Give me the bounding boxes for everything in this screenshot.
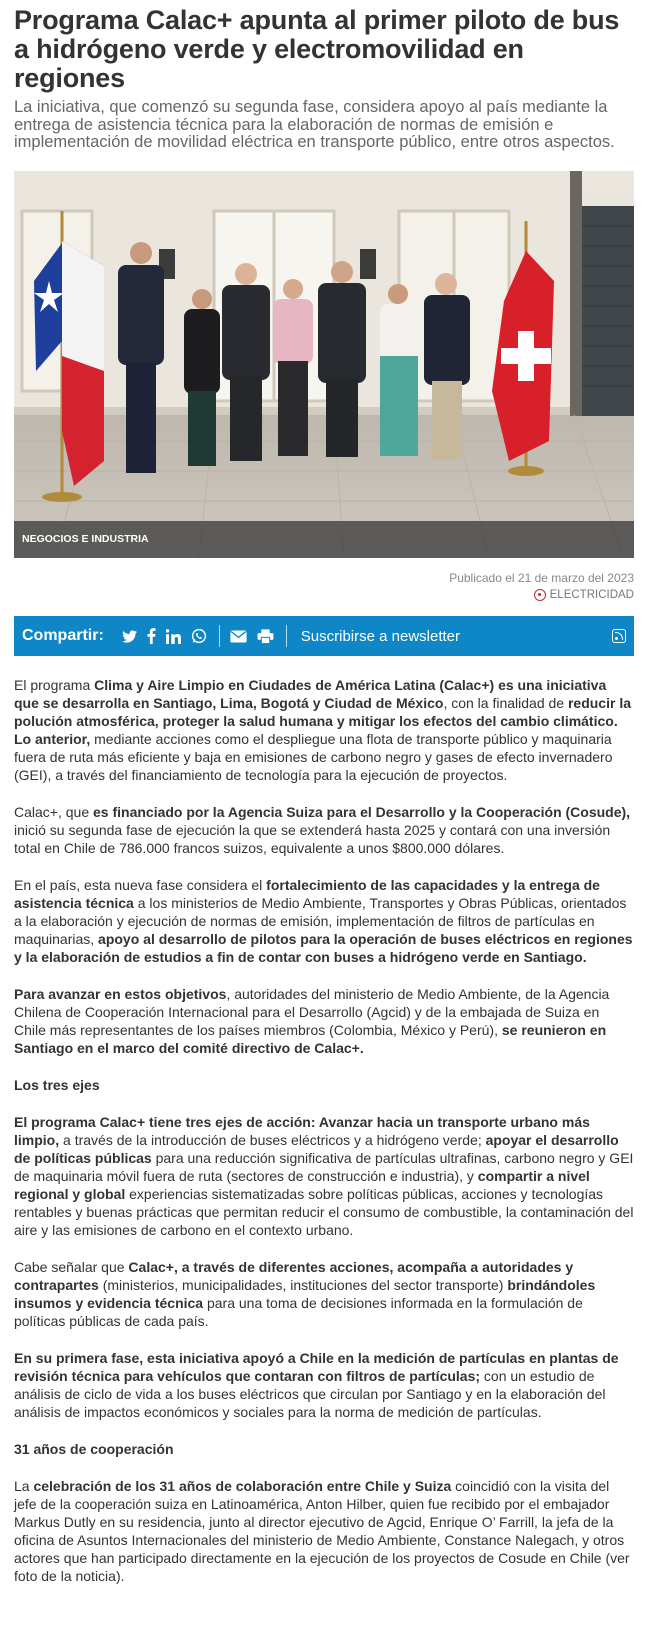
text-run: coincidió con la visita del jefe de la cooperación suiza en Latinoamérica, Anton Hilber, quien fue recibido por el embajador Markus Dutly en su residencia, junto al director ejecutivo de Agcid, Enrique O’ Farrill, la jefa de la oficina de Asuntos Internacionales del ministerio de Medio Ambiente, Constance Nalegach, y otros actores que han participado directamente en la ejecución de los proyectos de Cosude en Chile (ver foto de la noticia). <box>14 1478 630 1584</box>
article-photo[interactable] <box>14 171 634 558</box>
bold-text: Clima y Aire Limpio en Ciudades de América Latina (Calac+) es una iniciativa que se desarrolla en Santiago, Lima, Bogotá y Ciudad de México <box>14 677 607 711</box>
paragraph <box>14 1113 634 1239</box>
email-icon[interactable] <box>230 626 247 646</box>
section-heading: 31 años de cooperación <box>14 1441 174 1457</box>
paragraph <box>14 985 634 1057</box>
article-meta <box>14 570 634 607</box>
text-run: , con la finalidad de <box>443 695 568 711</box>
bold-text: compartir a nivel regional y global <box>14 1168 590 1202</box>
share-separator <box>219 625 220 647</box>
text-run: a los ministerios de Medio Ambiente, Transportes y Obras Públicas, orientados a la elaboración y ejecución de normas de emisión, implementación de filtros de partículas en maquinarias, <box>14 895 627 947</box>
share-bar <box>14 616 634 656</box>
twitter-icon[interactable] <box>122 626 137 646</box>
print-icon[interactable] <box>257 626 274 646</box>
text-run: Calac+, que <box>14 804 93 820</box>
section-heading: Los tres ejes <box>14 1077 100 1093</box>
text-run: El programa <box>14 677 95 693</box>
paragraph <box>14 1349 634 1421</box>
bold-text: reducir la polución atmosférica, proteger la salud humana y mitigar los efectos del cambio climático. Lo anterior, <box>14 695 631 747</box>
bold-text: Para avanzar en estos objetivos <box>14 986 227 1002</box>
paragraph <box>14 803 634 857</box>
bold-text: apoyo al desarrollo de pilotos para la operación de buses eléctricos en regiones y la elaboración de estudios a fin de contar con buses a hidrógeno verde en Santiago. <box>14 931 633 965</box>
text-run: experiencias sistematizadas sobre políticas públicas, acciones y tecnologías rentables y buenas prácticas que permitan reducir el consumo de combustible, la contaminación del aire y las emisiones de carbono en el contexto urbano. <box>14 1186 634 1238</box>
article <box>14 0 634 1585</box>
paragraph <box>14 1477 634 1585</box>
linkedin-icon[interactable] <box>166 626 181 646</box>
bold-text: se reunieron en Santiago en el marco del comité directivo de Calac+. <box>14 1022 607 1056</box>
bold-text: apoyar el desarrollo de políticas públicas <box>14 1132 619 1166</box>
text-run: a través de la introducción de buses eléctricos y a hidrógeno verde; <box>59 1132 486 1148</box>
bold-text: Calac+, a través de diferentes acciones, acompaña a autoridades y contrapartes <box>14 1259 574 1293</box>
bold-text: es financiado por la Agencia Suiza para el Desarrollo y la Cooperación (Cosude), <box>93 804 631 820</box>
publish-date: Publicado el 21 de marzo del 2023 <box>449 570 634 585</box>
article-body <box>14 676 634 1585</box>
rss-icon[interactable] <box>612 629 626 643</box>
text-run: (ministerios, municipalidades, instituciones del sector transporte) <box>98 1277 508 1293</box>
paragraph <box>14 876 634 966</box>
article-lead: La iniciativa, que comenzó su segunda fase, considera apoyo al país mediante la entrega de asistencia técnica para la elaboración de normas de emisión e implementación de movilidad eléctrica en transporte público, entre otros aspectos. <box>14 98 615 151</box>
text-run: La <box>14 1478 34 1494</box>
paragraph <box>14 1258 634 1330</box>
bold-text: celebración de los 31 años de colaboración entre Chile y Suiza <box>33 1478 452 1494</box>
text-run: con un estudio de análisis de ciclo de vida a los buses eléctricos que circulan por Santiago y en la elaboración del análisis de impactos económicos y sociales para la norma de medición de partículas. <box>14 1368 606 1420</box>
bold-text: En su primera fase, esta iniciativa apoyó a Chile en la medición de partículas en plantas de revisión técnica para vehículos que contaran con filtros de partículas; <box>14 1350 619 1384</box>
share-label: Compartir: <box>22 627 104 644</box>
bold-text: El programa Calac+ tiene tres ejes de acción: Avanzar hacia un transporte urbano más limpio, <box>14 1114 590 1148</box>
newsletter-link[interactable]: Suscribirse a newsletter <box>300 627 461 645</box>
bold-text: fortalecimiento de las capacidades y la entrega de asistencia técnica <box>14 877 600 911</box>
text-run: para una reducción significativa de partículas ultrafinas, carbono negro y GEI de maquinaria móvil fuera de ruta (sectores de construcción e industria), y <box>14 1150 634 1184</box>
bold-text: brindándoles insumos y evidencia técnica <box>14 1277 596 1311</box>
text-run: inició su segunda fase de ejecución la que se extenderá hasta 2025 y contará con una inversión total en Chile de 786.000 francos suizos, equivalente a unos $800.000 dólares. <box>14 822 611 856</box>
category-tag[interactable] <box>534 587 634 604</box>
photo-category[interactable]: NEGOCIOS E INDUSTRIA <box>14 521 634 558</box>
share-separator-2 <box>286 625 287 647</box>
category-tag-label: ELECTRICIDAD <box>549 588 634 601</box>
text-run: , autoridades del ministerio de Medio Ambiente, de la Agencia Chilena de Cooperación Internacional para el Desarrollo (Agcid) y de la embajada de Suiza en Chile más representantes de los países miembros (Colombia, México y Perú), <box>14 986 610 1038</box>
text-run: Cabe señalar que <box>14 1259 129 1275</box>
article-title: Programa Calac+ apunta al primer piloto de bus a hidrógeno verde y electromovilidad en regiones <box>14 5 620 93</box>
photo-illustration <box>14 171 634 558</box>
text-run: para una toma de decisiones informada en la formulación de políticas públicas de cada país. <box>14 1295 583 1329</box>
text-run: En el país, esta nueva fase considera el <box>14 877 267 893</box>
text-run: mediante acciones como el despliegue una flota de transporte público y maquinaria fuera de ruta más eficiente y baja en emisiones de carbono negro y gases de efecto invernadero (GEI), a través del financiamiento de tecnología para la ejecución de proyectos. <box>14 731 613 783</box>
facebook-icon[interactable] <box>147 626 156 646</box>
paragraph <box>14 676 634 784</box>
whatsapp-icon[interactable] <box>191 626 207 646</box>
category-icon <box>534 589 546 601</box>
